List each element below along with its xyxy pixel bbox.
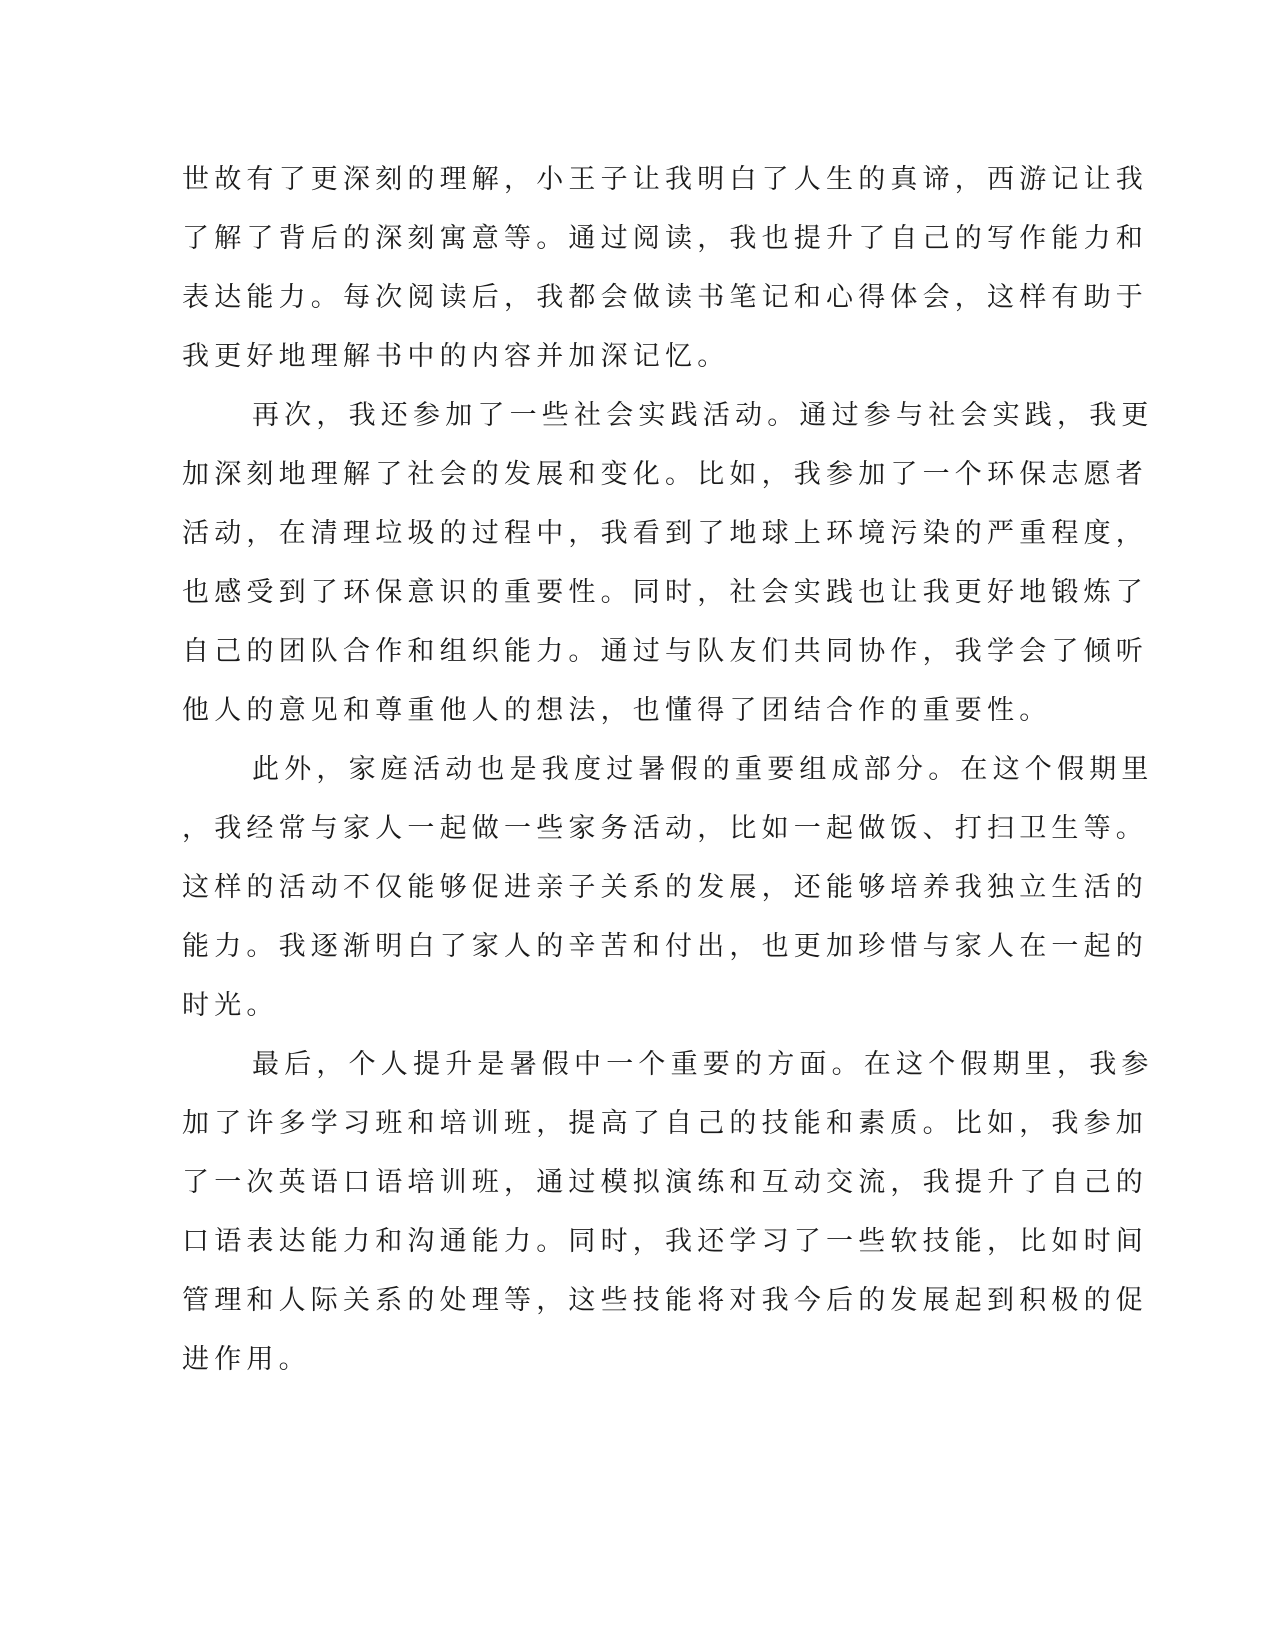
text-line: 加深刻地理解了社会的发展和变化。比如，我参加了一个环保志愿者 bbox=[182, 459, 1148, 490]
text-line: 管理和人际关系的处理等，这些技能将对我今后的发展起到积极的促 bbox=[182, 1285, 1148, 1316]
text-line: 也感受到了环保意识的重要性。同时，社会实践也让我更好地锻炼了 bbox=[182, 577, 1148, 608]
text-line: 世故有了更深刻的理解，小王子让我明白了人生的真谛，西游记让我 bbox=[182, 164, 1148, 195]
text-line: 活动，在清理垃圾的过程中，我看到了地球上环境污染的严重程度， bbox=[182, 518, 1148, 549]
text-line: 此外，家庭活动也是我度过暑假的重要组成部分。在这个假期里 bbox=[252, 754, 1154, 785]
text-line: 表达能力。每次阅读后，我都会做读书笔记和心得体会，这样有助于 bbox=[182, 282, 1148, 313]
text-line: 口语表达能力和沟通能力。同时，我还学习了一些软技能，比如时间 bbox=[182, 1226, 1148, 1257]
text-line: 他人的意见和尊重他人的想法，也懂得了团结合作的重要性。 bbox=[182, 695, 1052, 726]
text-line: 了一次英语口语培训班，通过模拟演练和互动交流，我提升了自己的 bbox=[182, 1167, 1148, 1198]
text-line: 我更好地理解书中的内容并加深记忆。 bbox=[182, 341, 730, 372]
text-line: ，我经常与家人一起做一些家务活动，比如一起做饭、打扫卫生等。 bbox=[182, 813, 1148, 844]
text-line: 自己的团队合作和组织能力。通过与队友们共同协作，我学会了倾听 bbox=[182, 636, 1148, 667]
text-line: 能力。我逐渐明白了家人的辛苦和付出，也更加珍惜与家人在一起的 bbox=[182, 931, 1148, 962]
text-line: 进作用。 bbox=[182, 1344, 311, 1375]
text-line: 了解了背后的深刻寓意等。通过阅读，我也提升了自己的写作能力和 bbox=[182, 223, 1148, 254]
text-line: 再次，我还参加了一些社会实践活动。通过参与社会实践，我更 bbox=[252, 400, 1154, 431]
text-line: 时光。 bbox=[182, 990, 279, 1021]
text-line: 加了许多学习班和培训班，提高了自己的技能和素质。比如，我参加 bbox=[182, 1108, 1148, 1139]
text-line: 最后，个人提升是暑假中一个重要的方面。在这个假期里，我参 bbox=[252, 1049, 1154, 1080]
text-line: 这样的活动不仅能够促进亲子关系的发展，还能够培养我独立生活的 bbox=[182, 872, 1148, 903]
